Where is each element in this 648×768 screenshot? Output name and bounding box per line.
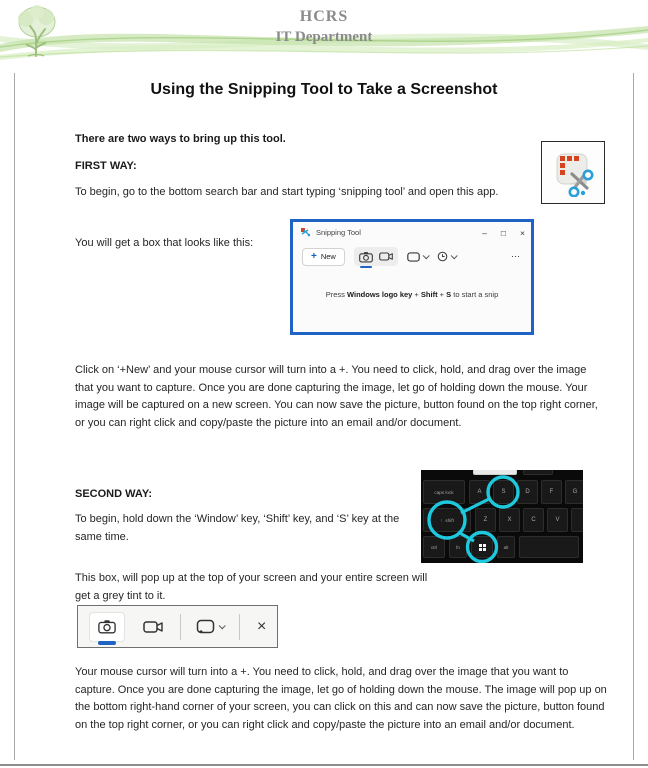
toolbar-divider bbox=[239, 614, 240, 640]
window-titlebar bbox=[293, 222, 531, 243]
record-mode-button[interactable] bbox=[376, 247, 396, 266]
maximize-button[interactable]: □ bbox=[500, 227, 507, 238]
snip-shape-dropdown[interactable] bbox=[196, 619, 224, 634]
snip-delay-dropdown[interactable] bbox=[437, 251, 456, 262]
hint-key-shift: Shift bbox=[420, 290, 438, 299]
org-name: HCRS bbox=[299, 8, 349, 25]
rectangle-snip-icon bbox=[407, 252, 420, 262]
key-c: C bbox=[523, 508, 544, 532]
key-space bbox=[519, 536, 579, 558]
key-alt: alt bbox=[497, 536, 515, 558]
video-camera-icon bbox=[379, 251, 393, 262]
minimize-button[interactable]: – bbox=[482, 227, 487, 238]
page-border-right bbox=[633, 73, 634, 760]
snip-shape-dropdown[interactable] bbox=[407, 252, 428, 262]
key-windows bbox=[471, 536, 493, 558]
keyboard-shortcut-image bbox=[421, 470, 583, 563]
clock-icon bbox=[437, 251, 448, 262]
key-shift bbox=[423, 508, 471, 532]
rectangle-snip-icon bbox=[196, 619, 215, 634]
window-title: Snipping Tool bbox=[316, 228, 361, 237]
window-toolbar bbox=[293, 243, 531, 270]
key-fn: fn bbox=[449, 536, 467, 558]
hint-suffix: to start a snip bbox=[451, 290, 499, 299]
key-s: S bbox=[493, 480, 514, 504]
chevron-down-icon bbox=[451, 252, 458, 259]
key-ctrl: ctrl bbox=[423, 536, 445, 558]
box-caption: You will get a box that looks like this: bbox=[75, 237, 254, 249]
screenshot-mode-button[interactable] bbox=[356, 247, 376, 266]
key-z: Z bbox=[475, 508, 496, 532]
chevron-down-icon bbox=[219, 622, 226, 629]
snip-hint-text bbox=[293, 290, 531, 299]
key-x: X bbox=[499, 508, 520, 532]
mode-toggle-group bbox=[354, 247, 398, 266]
chevron-down-icon bbox=[423, 252, 430, 259]
windows-logo-icon bbox=[479, 544, 486, 551]
partial-key bbox=[473, 470, 517, 475]
first-way-step: To begin, go to the bottom search bar and start typing ‘snipping tool’ and open this app. bbox=[75, 186, 499, 198]
partial-key bbox=[523, 470, 553, 475]
hint-sep: + bbox=[437, 290, 447, 299]
second-way-note: This box, will pop up at the top of your screen and your entire screen will get a grey tint to it. bbox=[75, 572, 428, 602]
new-snip-label: New bbox=[320, 252, 336, 261]
selected-mode-indicator bbox=[360, 266, 372, 269]
close-button[interactable]: × bbox=[257, 617, 267, 635]
first-way-heading: FIRST WAY: bbox=[75, 160, 137, 172]
document-title: Using the Snipping Tool to Take a Screenshot bbox=[150, 81, 498, 98]
shift-arrow: ↑ bbox=[440, 517, 443, 523]
screenshot-mode-button[interactable] bbox=[89, 612, 125, 642]
hint-sep: + bbox=[412, 290, 421, 299]
key-v: V bbox=[547, 508, 568, 532]
second-way-heading: SECOND WAY: bbox=[75, 488, 153, 500]
plus-icon: + bbox=[311, 250, 317, 262]
page-border-bottom bbox=[0, 764, 648, 766]
snipping-tool-icon bbox=[550, 149, 596, 197]
toolbar-divider bbox=[180, 614, 181, 640]
intro-line: There are two ways to bring up this tool. bbox=[75, 133, 286, 145]
video-camera-icon bbox=[143, 620, 163, 634]
hint-key-s: S bbox=[446, 290, 452, 299]
key-a: A bbox=[469, 480, 490, 504]
snipping-tool-window bbox=[290, 219, 534, 335]
more-options-button[interactable]: ⋯ bbox=[511, 251, 521, 261]
partial-key bbox=[571, 508, 583, 532]
snipping-tool-icon-image bbox=[541, 141, 605, 204]
hint-key-windows: Windows logo key bbox=[346, 290, 413, 299]
hint-prefix: Press bbox=[325, 290, 347, 299]
dept-name: IT Department bbox=[275, 29, 373, 45]
close-button[interactable]: × bbox=[520, 227, 525, 238]
camera-icon bbox=[98, 619, 116, 634]
camera-icon bbox=[359, 251, 373, 263]
record-mode-button[interactable] bbox=[143, 620, 163, 634]
shift-label: shift bbox=[445, 517, 454, 523]
snip-popup-toolbar bbox=[77, 605, 278, 648]
second-way-paragraph: Your mouse cursor will turn into a +. You need to click, hold, and drag over the image that you want to capture. Once you are done capturing the image, let go of holding down the mouse. The image will pop up on the bottom right-hand corner of your screen, you can click on this and can now save the picture, button found on the top right corner, or you can right click and copy/paste the picture into an email and/or document. bbox=[75, 666, 607, 731]
new-snip-button[interactable] bbox=[302, 248, 345, 266]
snipping-tool-app-icon bbox=[301, 228, 310, 237]
first-way-paragraph: Click on ‘+New’ and your mouse cursor will turn into a +. You need to click, hold, and drag over the image that you want to capture. Once you are done capturing the image, let go of holding down the mouse. Your image will be captured on a new screen. You can now save the picture, button found on the top right corner, or you can right click and copy/paste the picture into an email and/or document. bbox=[75, 364, 598, 429]
page-border-left bbox=[14, 73, 15, 760]
key-caps-lock: caps lock bbox=[423, 480, 465, 504]
selected-mode-indicator bbox=[98, 641, 116, 645]
key-g: G bbox=[565, 480, 583, 504]
second-way-step: To begin, hold down the ‘Window’ key, ‘Shift’ key, and ‘S’ key at the same time. bbox=[75, 513, 400, 543]
key-f: F bbox=[541, 480, 562, 504]
key-d: D bbox=[517, 480, 538, 504]
